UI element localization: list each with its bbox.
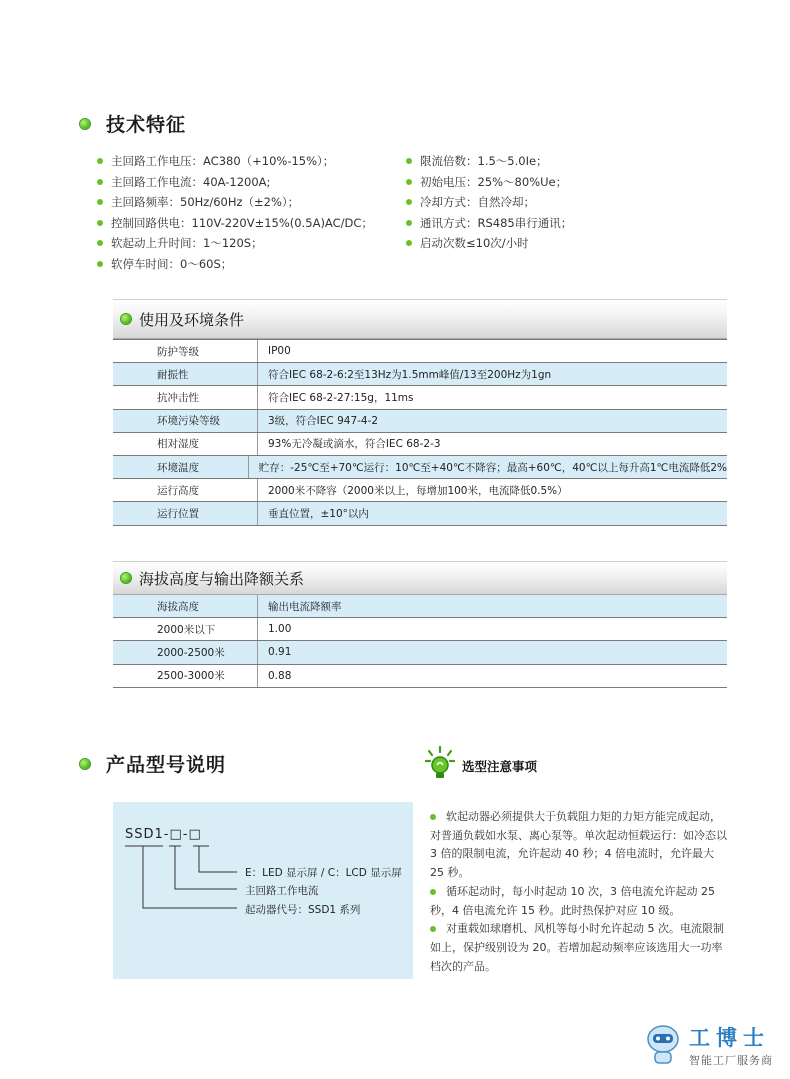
table-cell-key: 2000米以下 bbox=[113, 618, 258, 640]
bullet-icon bbox=[97, 199, 103, 205]
model-label-series: 起动器代号：SSD1 系列 bbox=[245, 904, 361, 916]
feature-text: 冷却方式：自然冷却； bbox=[420, 195, 535, 210]
notes-list bbox=[430, 808, 730, 976]
table-cell-value: IP00 bbox=[268, 345, 291, 358]
table-cell-key: 海拔高度 bbox=[113, 595, 258, 617]
feature-text: 启动次数≤10次/小时 bbox=[420, 236, 529, 251]
table-row bbox=[113, 456, 727, 479]
table-cell-key: 防护等级 bbox=[113, 340, 258, 362]
feature-text: 通讯方式：RS485串行通讯； bbox=[420, 215, 573, 230]
brand-tagline: 智能工厂服务商 bbox=[689, 1054, 773, 1067]
bullet-icon bbox=[430, 926, 436, 932]
feature-item bbox=[406, 172, 572, 193]
bullet-icon bbox=[406, 158, 412, 164]
feature-text: 控制回路供电：110V-220V±15%(0.5A)AC/DC； bbox=[111, 215, 373, 230]
altitude-title: 海拔高度与输出降额关系 bbox=[139, 569, 305, 588]
bullet-icon bbox=[406, 199, 412, 205]
bullet-icon bbox=[406, 220, 412, 226]
lightbulb-icon bbox=[424, 745, 456, 781]
brand-name: 工博士 bbox=[689, 1026, 770, 1050]
bullet-icon bbox=[80, 119, 90, 129]
table-cell-key: 2000-2500米 bbox=[113, 641, 258, 663]
bullet-icon bbox=[97, 220, 103, 226]
tech-section-title bbox=[80, 110, 186, 137]
table-cell-value: 3级，符合IEC 947-4-2 bbox=[268, 415, 379, 428]
feature-text: 软停车时间：0～60S； bbox=[111, 256, 233, 271]
feature-item bbox=[406, 151, 572, 172]
table-cell-key: 抗冲击性 bbox=[113, 386, 258, 408]
table-cell-value: 符合IEC 68-2-6:2至13Hz为1.5mm峰值/13至200Hz为1gn bbox=[268, 368, 552, 381]
table-cell-key: 环境污染等级 bbox=[113, 410, 258, 432]
note-item bbox=[430, 883, 730, 920]
model-label-display: E：LED 显示屏 / C：LCD 显示屏 bbox=[245, 867, 402, 879]
table-row bbox=[113, 479, 727, 502]
note-text: 软起动器必须提供大于负载阻力矩的力矩方能完成起动，对普通负载如水泵、离心泵等。单次起动恒载运行：如冷态以 3 倍的限制电流，允许起动 40 秒；4 倍电流时，允许最大 25 秒。 bbox=[430, 810, 727, 880]
note-item bbox=[430, 808, 730, 883]
bullet-icon bbox=[97, 158, 103, 164]
bullet-icon bbox=[406, 179, 412, 185]
table-cell-key: 2500-3000米 bbox=[113, 665, 258, 687]
table-row bbox=[113, 502, 727, 525]
env-table-header bbox=[113, 299, 727, 339]
table-cell-value: 0.91 bbox=[268, 646, 292, 659]
feature-item bbox=[97, 213, 373, 234]
table-cell-value: 贮存：-25℃至+70℃运行：10℃至+40℃不降容；最高+60℃，40℃以上每升高1℃电流降低2% bbox=[258, 461, 727, 474]
tech-features-right bbox=[406, 151, 572, 254]
model-diagram bbox=[113, 802, 413, 979]
feature-text: 软起动上升时间：1～120S； bbox=[111, 236, 263, 251]
table-cell-key: 环境温度 bbox=[113, 456, 249, 478]
table-cell-key: 相对湿度 bbox=[113, 433, 258, 455]
table-cell-value: 垂直位置，±10°以内 bbox=[268, 507, 369, 520]
table-row bbox=[113, 595, 727, 618]
table-cell-value: 0.88 bbox=[268, 669, 292, 682]
table-cell-value: 符合IEC 68-2-27:15g，11ms bbox=[268, 391, 414, 404]
feature-text: 主回路频率：50Hz/60Hz（±2%）； bbox=[111, 195, 300, 210]
table-row bbox=[113, 386, 727, 409]
feature-text: 主回路工作电压：AC380（+10%-15%）； bbox=[111, 154, 335, 169]
table-cell-value: 93%无冷凝或滴水，符合IEC 68-2-3 bbox=[268, 438, 441, 451]
table-row bbox=[113, 433, 727, 456]
bullet-icon bbox=[430, 814, 436, 820]
model-title: 产品型号说明 bbox=[106, 754, 227, 776]
feature-item bbox=[406, 233, 572, 254]
bullet-icon bbox=[97, 240, 103, 246]
bullet-icon bbox=[430, 889, 436, 895]
altitude-table-header bbox=[113, 561, 727, 595]
table-row bbox=[113, 340, 727, 363]
notes-title: 选型注意事项 bbox=[424, 745, 537, 781]
tech-features-left bbox=[97, 151, 373, 274]
note-item bbox=[430, 920, 730, 976]
table-row bbox=[113, 665, 727, 688]
feature-item bbox=[97, 192, 373, 213]
table-cell-value: 2000米不降容（2000米以上，每增加100米，电流降低0.5%） bbox=[268, 484, 568, 497]
altitude-table bbox=[113, 561, 727, 688]
model-label-current: 主回路工作电流 bbox=[245, 885, 319, 897]
table-cell-value: 输出电流降额率 bbox=[268, 600, 342, 613]
feature-item bbox=[97, 151, 373, 172]
robot-mascot-icon bbox=[643, 1023, 683, 1067]
feature-item bbox=[406, 213, 572, 234]
bullet-icon bbox=[121, 314, 131, 324]
feature-text: 限流倍数：1.5～5.0Ie； bbox=[420, 154, 548, 169]
feature-item bbox=[97, 172, 373, 193]
bullet-icon bbox=[80, 759, 90, 769]
table-cell-key: 运行高度 bbox=[113, 479, 258, 501]
bullet-icon bbox=[97, 261, 103, 267]
feature-item bbox=[406, 192, 572, 213]
table-row bbox=[113, 641, 727, 664]
note-text: 循环起动时，每小时起动 10 次，3 倍电流允许起动 25 秒，4 倍电流允许 15 秒。此时热保护对应 10 级。 bbox=[430, 884, 715, 917]
bullet-icon bbox=[121, 573, 131, 583]
table-row bbox=[113, 618, 727, 641]
feature-text: 主回路工作电流：40A-1200A; bbox=[111, 174, 271, 189]
tech-title: 技术特征 bbox=[106, 114, 187, 136]
table-cell-value: 1.00 bbox=[268, 623, 292, 636]
model-code: SSD1-□-□ bbox=[125, 827, 202, 842]
bullet-icon bbox=[97, 179, 103, 185]
brand-logo bbox=[643, 1022, 773, 1068]
bullet-icon bbox=[406, 240, 412, 246]
env-table bbox=[113, 299, 727, 526]
note-text: 对重载如球磨机、风机等每小时允许起动 5 次。电流限制如上，保护级别设为 20。若增加起动频率应该选用大一功率档次的产品。 bbox=[430, 922, 724, 973]
table-row bbox=[113, 363, 727, 386]
table-cell-key: 耐振性 bbox=[113, 363, 258, 385]
feature-item bbox=[97, 233, 373, 254]
feature-text: 初始电压：25%～80%Ue； bbox=[420, 174, 568, 189]
model-section-title bbox=[80, 750, 226, 777]
table-cell-key: 运行位置 bbox=[113, 502, 258, 524]
table-row bbox=[113, 410, 727, 433]
env-title: 使用及环境条件 bbox=[139, 310, 245, 329]
feature-item bbox=[97, 254, 373, 275]
